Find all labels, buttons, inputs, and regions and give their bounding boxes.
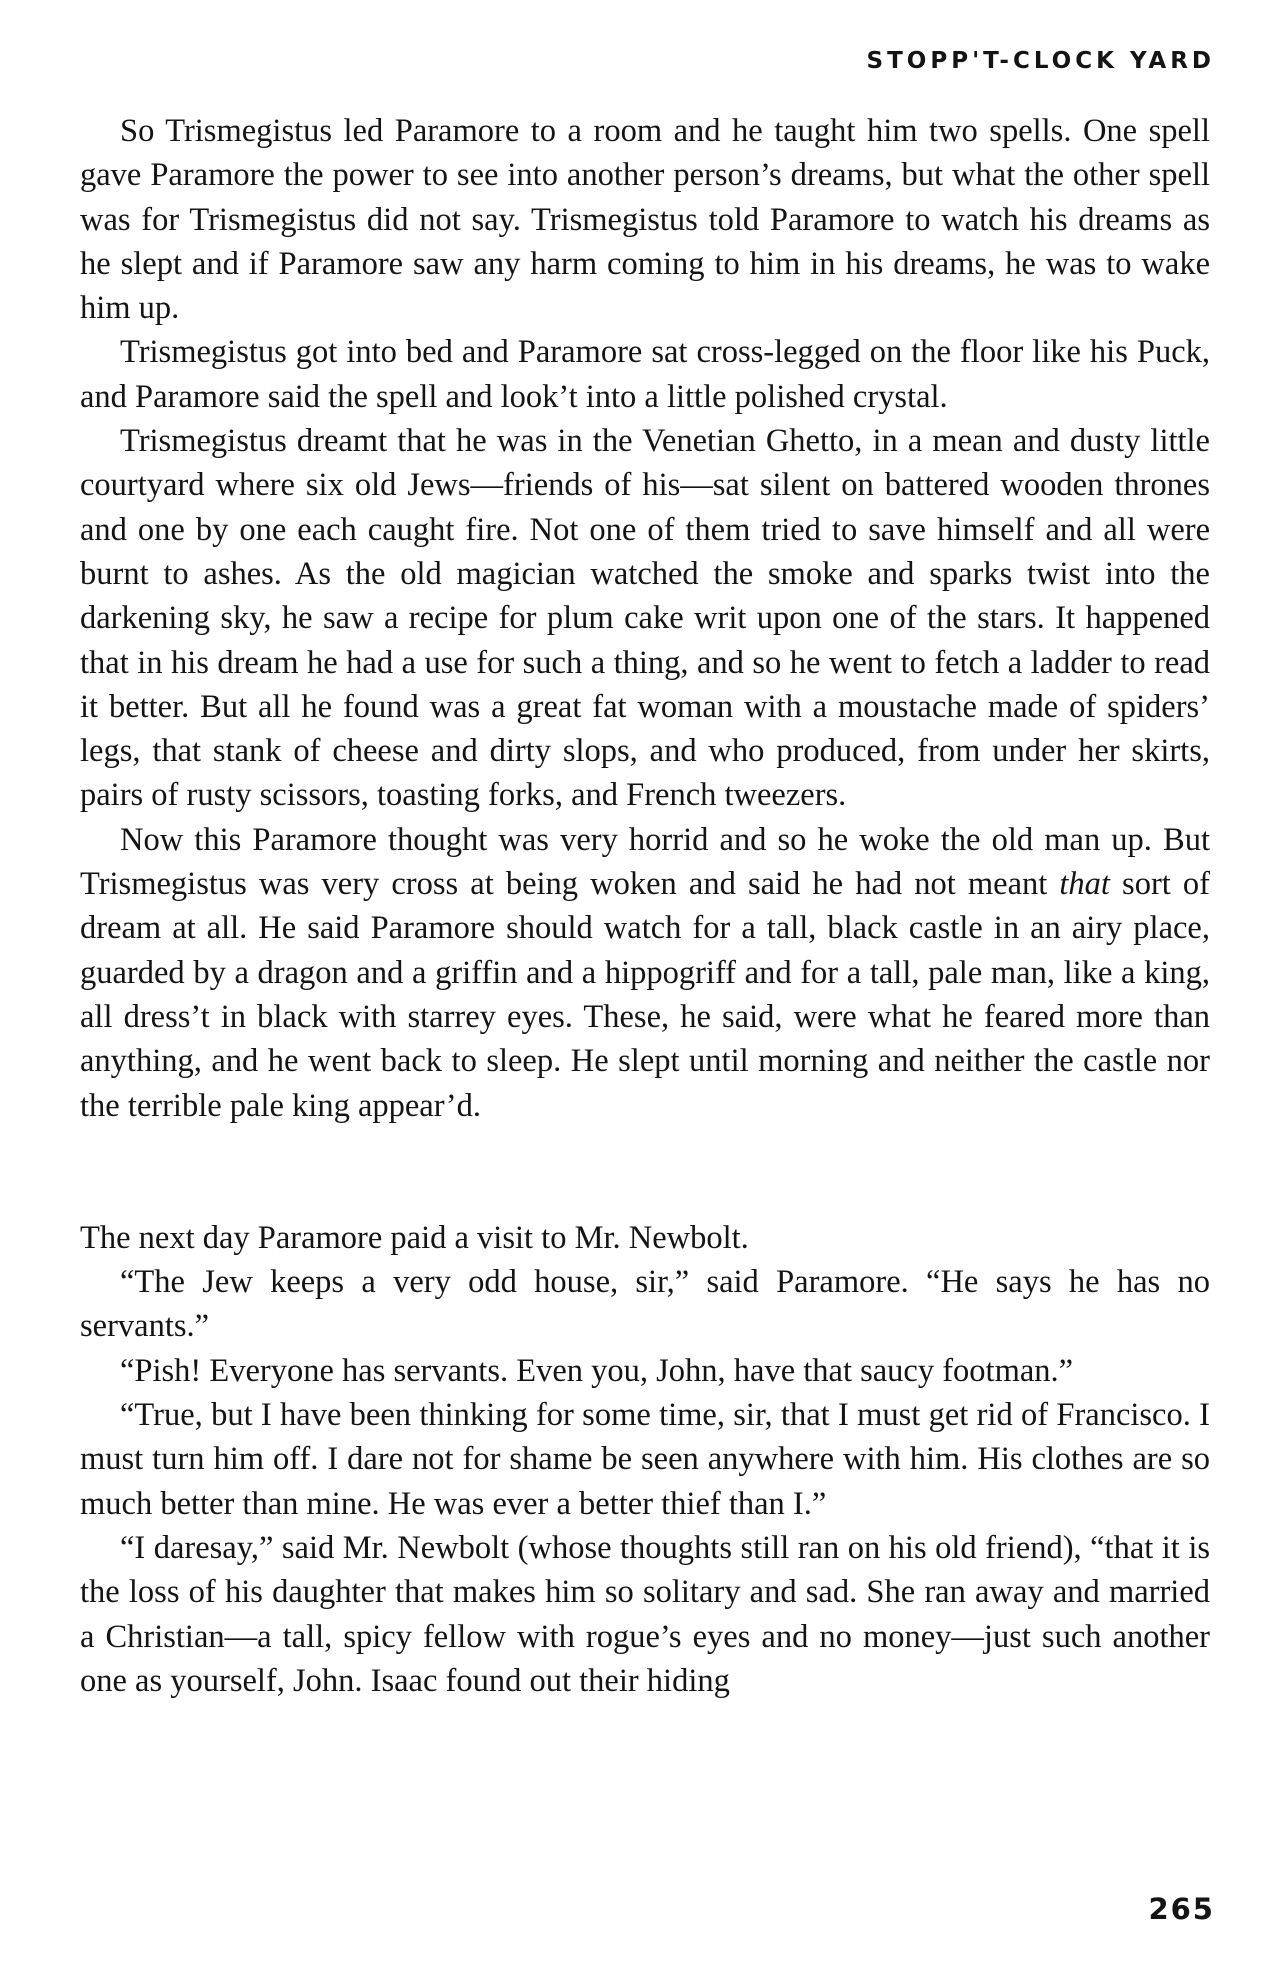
- paragraph: “True, but I have been thinking for some time, sir, that I must get rid of Francisco. I must turn him off. I dare not for shame be seen anywhere with him. His clothes are so much better than mine. He was ever a better thief than I.”: [80, 1397, 1210, 1522]
- page-number: 265: [1148, 1892, 1215, 1926]
- paragraph: “Pish! Everyone has servants. Even you, John, have that saucy footman.”: [120, 1352, 1074, 1389]
- paragraph: The next day Paramore paid a visit to Mr. Newbolt.: [80, 1219, 749, 1256]
- italic-emphasis: that: [1059, 866, 1110, 903]
- text-run: Now this Paramore thought was very horrid and so he woke the old man up. But Trismegistus was very cross at being woken and said he had not meant: [80, 821, 1210, 903]
- paragraph: [80, 818, 1210, 1128]
- paragraph: “The Jew keeps a very odd house, sir,” said Paramore. “He says he has no servants.”: [80, 1264, 1210, 1345]
- paragraph: So Trismegistus led Paramore to a room and he taught him two spells. One spell gave Paramore the power to see into another person’s dreams, but what the other spell was for Trismegistus did not say. Trismegistus told Paramore to watch his dreams as he slept and if Paramore saw any harm coming to him in his dreams, he was to wake him up.: [80, 113, 1210, 327]
- paragraph: Trismegistus got into bed and Paramore sat cross-legged on the floor like his Puck, and Paramore said the spell and look’t into a little polished crystal.: [80, 334, 1210, 415]
- paragraph: Trismegistus dreamt that he was in the Venetian Ghetto, in a mean and dusty little courtyard where six old Jews—friends of his—sat silent on battered wooden thrones and one by one each caught fire. Not one of them tried to save himself and all were burnt to ashes. As the old magician watched the smoke and sparks twist into the darkening sky, he saw a recipe for plum cake writ upon one of the stars. It happened that in his dream he had a use for such a thing, and so he went to fetch a ladder to read it better. But all he found was a great fat woman with a moustache made of spiders’ legs, that stank of cheese and dirty slops, and who produced, from under her skirts, pairs of rusty scissors, toasting forks, and French tweezers.: [80, 423, 1210, 814]
- paragraph: “I daresay,” said Mr. Newbolt (whose thoughts still ran on his old friend), “that it is the loss of his daughter that makes him so solitary and sad. She ran away and married a Christian—a tall, spicy fellow with rogue’s eyes and no money—just such another one as yourself, John. Isaac found out their hiding: [80, 1529, 1210, 1699]
- running-head: STOPP'T-CLOCK YARD: [866, 48, 1215, 74]
- text-run: sort of dream at all. He said Paramore should watch for a tall, black castle in an airy place, guarded by a dragon and a griffin and a hippogriff and for a tall, pale man, like a king, all dress’t in black with starrey eyes. These, he said, were what he feared more than anything, and he went back to sleep. He slept until morning and neither the castle nor the terrible pale king appear’d.: [80, 866, 1210, 1124]
- body-text: [80, 109, 1210, 1703]
- section-break: [80, 1128, 1210, 1216]
